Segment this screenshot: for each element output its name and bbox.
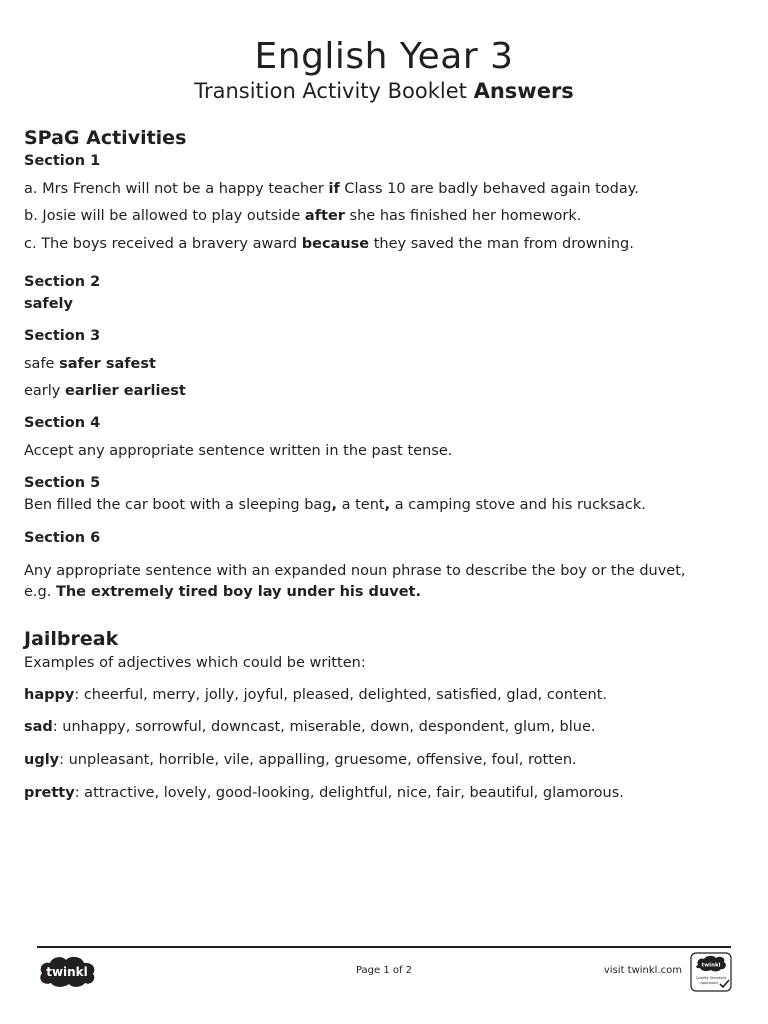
section1-line-b <box>24 206 744 226</box>
section3-line-1 <box>24 354 744 374</box>
line-a-post: Class 10 are badly behaved again today. <box>339 181 639 197</box>
line-b-pre: b. Josie will be allowed to play outside <box>24 208 305 224</box>
section3-line1-plain: safe <box>24 356 60 372</box>
line-a-pre: a. Mrs French will not be a happy teacher <box>24 181 329 197</box>
section6-line2 <box>24 582 744 602</box>
section5-part3: a camping stove and his rucksack. <box>390 497 646 513</box>
section1-line-c <box>24 234 744 254</box>
section6-line1: Any appropriate sentence with an expanded noun phrase to describe the boy or the duvet, <box>24 563 686 579</box>
section5-comma1: , <box>331 497 338 513</box>
section3-heading: Section 3 <box>24 328 101 344</box>
line-c-pre: c. The boys received a bravery award <box>24 236 302 252</box>
jailbreak-intro: Examples of adjectives which could be written: <box>24 655 366 671</box>
adjective-word: pretty <box>24 785 75 801</box>
page-subtitle <box>0 79 768 103</box>
section5-part1: Ben filled the car boot with a sleeping bag <box>24 497 332 513</box>
page-number: Page 1 of 2 <box>355 965 413 976</box>
section6-heading: Section 6 <box>24 530 101 546</box>
section2-heading: Section 2 <box>24 274 101 290</box>
visit-link[interactable]: visit twinkl.com <box>603 965 682 976</box>
badge-text-2: Approved <box>700 981 718 985</box>
section1-line-a <box>24 179 744 199</box>
badge-logo-text: twinkl <box>701 962 721 969</box>
line-a-bold: if <box>328 181 340 197</box>
line-b-bold: after <box>304 208 345 224</box>
adjective-list: : unpleasant, horrible, vile, appalling, gruesome, offensive, foul, rotten. <box>59 752 577 768</box>
adjective-line-pretty <box>24 783 744 803</box>
logo-text: twinkl <box>46 965 88 979</box>
adjective-list: : attractive, lovely, good-looking, delightful, nice, fair, beautiful, glamorous. <box>74 785 624 801</box>
section4-text: Accept any appropriate sentence written in the past tense. <box>24 443 453 459</box>
adjective-list: : unhappy, sorrowful, downcast, miserable, down, despondent, glum, blue. <box>52 719 596 735</box>
adjective-word: sad <box>24 719 53 735</box>
section3-line-2 <box>24 381 744 401</box>
line-b-post: she has finished her homework. <box>344 208 582 224</box>
section5-part2: a tent <box>337 497 385 513</box>
subtitle-plain: Transition Activity Booklet <box>194 79 467 103</box>
spag-heading: SPaG Activities <box>24 127 187 149</box>
badge-text-1: Quality Standard <box>695 976 727 980</box>
page-title: English Year 3 <box>254 36 514 77</box>
section1-heading: Section 1 <box>24 153 101 169</box>
content <box>24 124 744 803</box>
section5-heading: Section 5 <box>24 475 101 491</box>
line-c-bold: because <box>301 236 370 252</box>
adjective-word: ugly <box>24 752 60 768</box>
section6-eg: e.g. <box>24 584 56 600</box>
section2-answer: safely <box>24 296 73 312</box>
adjective-word: happy <box>24 687 75 703</box>
section4-heading: Section 4 <box>24 415 101 431</box>
section5-text <box>24 495 744 515</box>
section3-line2-plain: early <box>24 383 65 399</box>
jailbreak-heading: Jailbreak <box>24 628 119 650</box>
section3-line1-bold: safer safest <box>59 356 156 372</box>
adjective-list: : cheerful, merry, jolly, joyful, pleased, delighted, satisfied, glad, content. <box>74 687 608 703</box>
line-c-post: they saved the man from drowning. <box>369 236 634 252</box>
adjective-line-ugly <box>24 750 744 770</box>
quality-badge <box>690 952 732 992</box>
adjective-line-sad <box>24 717 744 737</box>
section6-example: The extremely tired boy lay under his duvet. <box>55 584 421 600</box>
section5-comma2: , <box>384 497 391 513</box>
adjective-line-happy <box>24 685 744 705</box>
section3-line2-bold: earlier earliest <box>65 383 186 399</box>
subtitle-bold: Answers <box>473 79 574 103</box>
footer-divider <box>37 946 731 948</box>
